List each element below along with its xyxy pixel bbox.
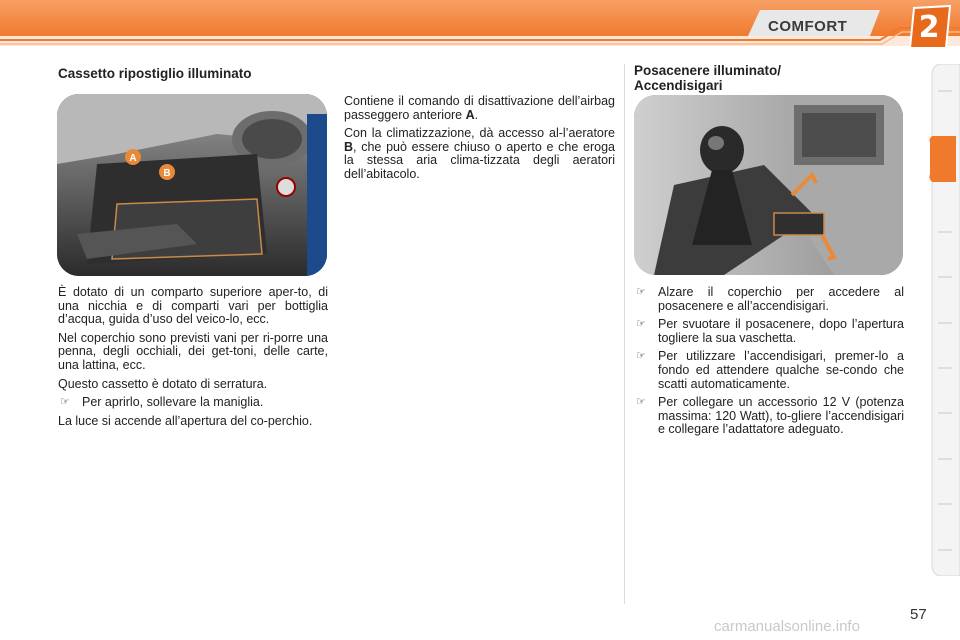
left-text — [58, 286, 328, 433]
chapter-number-badge — [906, 4, 952, 50]
paragraph: Questo cassetto è dotato di serratura. — [58, 376, 268, 391]
bold-label-b: B — [344, 139, 354, 154]
ashtray-illustration — [634, 95, 903, 275]
bullet-item — [634, 318, 904, 345]
paragraph-aerator — [344, 127, 615, 181]
bullet-text: Alzare il coperchio per accedere al posacenere e all’accendisigari. — [658, 285, 904, 313]
paragraph: La luce si accende all’apertura del co-perchio. — [58, 413, 313, 428]
chapter-title: COMFORT — [768, 18, 848, 35]
paragraph: È dotato di un comparto superiore aper-to, di una nicchia e di comparti vari per bottiglia d’acqua, guida d’uso del veico-lo, ecc. — [58, 285, 328, 327]
section-title-ashtray: Posacenere illuminato/ Accendisigari — [634, 63, 782, 93]
label-b: B — [163, 168, 171, 179]
label-a: A — [129, 153, 137, 164]
right-text — [634, 286, 904, 442]
watermark: carmanualsonline.info — [714, 618, 860, 635]
bullet-item — [58, 396, 328, 410]
pointing-hand-icon: ☞ — [636, 396, 646, 409]
section-title-glovebox: Cassetto ripostiglio illuminato — [58, 66, 252, 81]
pointing-hand-icon: ☞ — [636, 318, 646, 331]
paragraph-airbag — [344, 95, 615, 122]
bullet-text: Per svuotare il posacenere, dopo l’apertura togliere la sua vaschetta. — [658, 317, 904, 345]
glovebox-illustration — [57, 94, 327, 276]
text: Contiene il comando di disattivazione dell’airbag passeggero anteriore — [344, 94, 615, 122]
bullet-text: Per collegare un accessorio 12 V (potenza massima: 120 Watt), to-gliere l’accendisigari e collegare l’adattatore adeguato. — [658, 395, 904, 437]
page-number: 57 — [910, 606, 927, 623]
bullet-text: Per utilizzare l’accendisigari, premer-lo a fondo ed attendere qualche se-condo che scatti automaticamente. — [658, 349, 904, 391]
bullet-item — [634, 396, 904, 437]
ashtray-photo — [634, 95, 903, 275]
left-column — [58, 66, 328, 81]
chapter-number: 2 — [918, 10, 940, 45]
text: , che può essere chiuso o aperto e che eroga la stessa aria clima-tizzata degli aeratori dell’abitacolo. — [344, 139, 615, 181]
pointing-hand-icon: ☞ — [636, 286, 646, 298]
pointing-hand-icon: ☞ — [60, 396, 70, 409]
chapter-tabs — [928, 64, 960, 576]
column-divider — [624, 64, 625, 604]
bullet-text: Per aprirlo, sollevare la maniglia. — [82, 395, 264, 410]
text: . — [474, 107, 479, 122]
bullet-item — [634, 350, 904, 391]
text: Con la climatizzazione, dà accesso al-l’aeratore — [344, 126, 615, 141]
middle-column — [344, 95, 615, 187]
paragraph: Nel coperchio sono previsti vani per ri-porre una penna, degli occhiali, dei get-toni, delle carte, una lattina, ecc. — [58, 330, 328, 372]
glovebox-photo — [57, 94, 327, 276]
bullet-item — [634, 286, 904, 313]
bold-label-a: A — [465, 107, 475, 122]
pointing-hand-icon: ☞ — [636, 350, 646, 363]
right-column — [634, 63, 904, 93]
